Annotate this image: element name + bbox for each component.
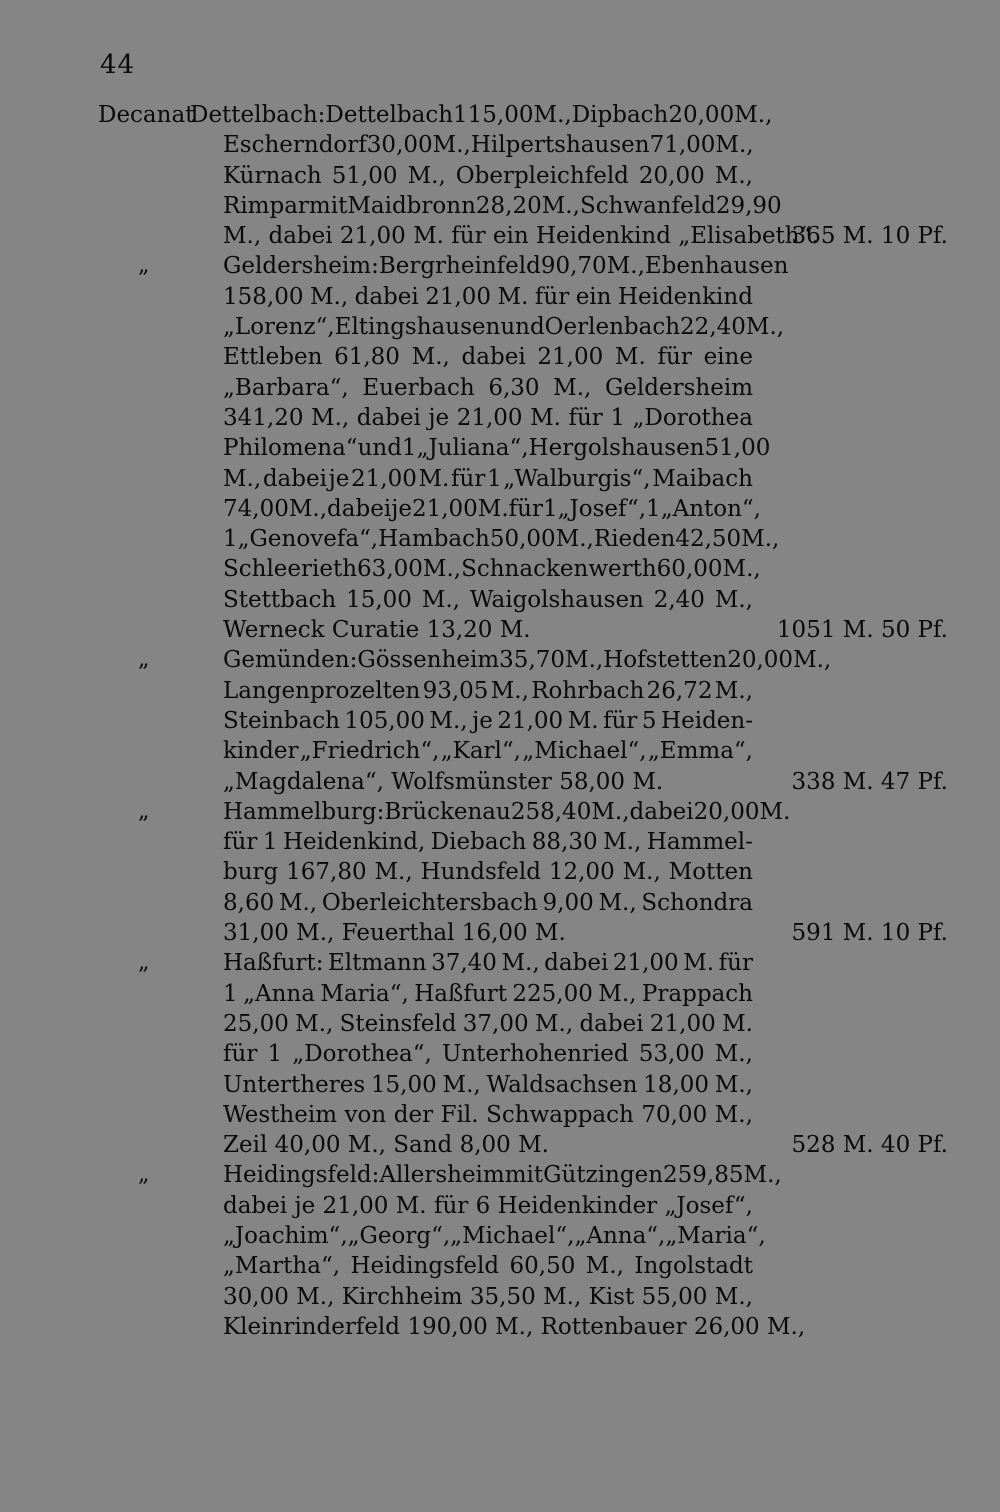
line-text: für 1 Heidenkind, Diebach 88,30 M., Hammel- (223, 829, 753, 856)
line-text: 341,20 M., dabei je 21,00 M. für 1 „Dorothea (223, 404, 753, 431)
entry-line (98, 342, 948, 372)
entry-line (98, 251, 948, 281)
line-text: für 1 „Dorothea“, Unterhohenried 53,00 M., (223, 1041, 753, 1068)
line-text: „Martha“, Heidingsfeld 60,50 M., Ingolstadt (223, 1253, 753, 1280)
entry-line (98, 403, 948, 433)
entry-line (98, 1251, 948, 1281)
entry-line (98, 676, 948, 706)
deanery-entry (98, 251, 948, 645)
line-text: Schleerieth 63,00 M., Schnackenwerth 60,00 M., (223, 556, 761, 583)
deanery-entry (98, 1160, 948, 1342)
entry-line (98, 373, 948, 403)
line-text: Steinbach 105,00 M., je 21,00 M. für 5 Heiden- (223, 707, 753, 734)
line-text: Haßfurt: Eltmann 37,40 M., dabei 21,00 M. für (223, 950, 753, 977)
line-text: Hammelburg: Brückenau 258,40 M., dabei 20,00 M. (223, 798, 791, 825)
deanery-entry (98, 645, 948, 796)
line-text: Philomena“ und 1 „Juliana“, Hergolshausen 51,00 (223, 435, 771, 462)
line-text: Werneck Curatie 13,20 M. (223, 617, 531, 644)
line-text: Ettleben 61,80 M., dabei 21,00 M. für eine (223, 344, 753, 371)
entry-line (98, 888, 948, 918)
line-text: 30,00 M., Kirchheim 35,50 M., Kist 55,00 M., (223, 1283, 753, 1310)
entry-line (98, 918, 948, 948)
entry-line (98, 130, 948, 160)
entry-line (98, 1130, 948, 1160)
entry-line (98, 736, 948, 766)
entry-line (98, 1282, 948, 1312)
line-text: Gemünden: Gössenheim 35,70 M., Hofstetten 20,00 M., (223, 647, 832, 674)
ditto-mark: „ (138, 647, 150, 673)
line-text: Langenprozelten 93,05 M., Rohrbach 26,72 M., (223, 677, 753, 704)
entry-line (98, 706, 948, 736)
line-text: 8,60 M., Oberleichtersbach 9,00 M., Schondra (223, 889, 753, 916)
line-text: kinder „Friedrich“, „Karl“, „Michael“, „Emma“, (223, 738, 753, 765)
line-text: „Magdalena“, Wolfsmünster 58,00 M. (223, 768, 664, 795)
line-text: „Barbara“, Euerbach 6,30 M., Geldersheim (223, 374, 753, 401)
line-text: 1 „Anna Maria“, Haßfurt 225,00 M., Prappach (223, 980, 753, 1007)
line-text: Geldersheim: Bergrheinfeld 90,70 M., Ebenhausen (223, 253, 789, 280)
entry-total: 365 M. 10 Pf. (791, 223, 948, 250)
entry-line (98, 100, 948, 130)
line-text: Kleinrinderfeld 190,00 M., Rottenbauer 26,00 M., (223, 1313, 806, 1340)
entry-total: 1051 M. 50 Pf. (776, 617, 948, 644)
ditto-mark: „ (138, 798, 150, 824)
entry-total: 528 M. 40 Pf. (791, 1132, 948, 1159)
line-text: Rimpar mit Maidbronn 28,20 M., Schwanfeld 29,90 (223, 192, 782, 219)
line-text: dabei je 21,00 M. für 6 Heidenkinder „Josef“, (223, 1192, 753, 1219)
entry-line (98, 1221, 948, 1251)
line-text: M., dabei 21,00 M. für ein Heidenkind „Elisabeth“. (223, 223, 819, 250)
line-text: M., dabei je 21,00 M. für 1 „Walburgis“, Maibach (223, 465, 753, 492)
line-text: 25,00 M., Steinsfeld 37,00 M., dabei 21,00 M. (223, 1010, 753, 1037)
deanery-entry (98, 100, 948, 251)
entry-prefix: Decanat (98, 102, 195, 128)
entry-line (98, 797, 948, 827)
entry-line (98, 464, 948, 494)
line-text: „Joachim“, „Georg“, „Michael“, „Anna“, „Maria“, (223, 1222, 766, 1249)
entry-line (98, 494, 948, 524)
entry-line (98, 191, 948, 221)
entry-line (98, 1070, 948, 1100)
entry-line (98, 645, 948, 675)
line-text: Heidingsfeld: Allersheim mit Gützingen 259,85 M., (223, 1162, 782, 1189)
entry-line (98, 221, 948, 251)
entry-line (98, 1100, 948, 1130)
line-text: 31,00 M., Feuerthal 16,00 M. (223, 920, 566, 947)
line-text: 1 „Genovefa“, Hambach 50,00 M., Rieden 42,50 M., (223, 526, 780, 553)
line-text: Westheim von der Fil. Schwappach 70,00 M., (223, 1101, 753, 1128)
entry-total: 338 M. 47 Pf. (791, 768, 948, 795)
entry-line (98, 857, 948, 887)
line-text: Dettelbach: Dettelbach 115,00 M., Dipbach 20,00 M., (190, 102, 773, 128)
entries-list (98, 100, 948, 1342)
entry-line (98, 161, 948, 191)
entry-line (98, 1009, 948, 1039)
line-text: Escherndorf 30,00 M., Hilpertshausen 71,00 M., (223, 132, 754, 159)
line-text: burg 167,80 M., Hundsfeld 12,00 M., Motten (223, 859, 753, 886)
entry-total: 591 M. 10 Pf. (791, 920, 948, 947)
line-text: Untertheres 15,00 M., Waldsachsen 18,00 M., (223, 1071, 753, 1098)
entry-line (98, 524, 948, 554)
line-text: „Lorenz“, Eltingshausen und Oerlenbach 22,40 M., (223, 314, 785, 341)
entry-line (98, 979, 948, 1009)
line-text: Stettbach 15,00 M., Waigolshausen 2,40 M., (223, 586, 753, 613)
entry-line (98, 1039, 948, 1069)
ditto-mark: „ (138, 1162, 150, 1188)
entry-line (98, 615, 948, 645)
deanery-entry (98, 948, 948, 1160)
line-text: 158,00 M., dabei 21,00 M. für ein Heidenkind (223, 283, 753, 310)
entry-line (98, 585, 948, 615)
ditto-mark: „ (138, 253, 150, 279)
entry-line (98, 1160, 948, 1190)
entry-line (98, 433, 948, 463)
entry-line (98, 282, 948, 312)
deanery-entry (98, 797, 948, 948)
entry-line (98, 1312, 948, 1342)
entry-line (98, 1191, 948, 1221)
entry-line (98, 554, 948, 584)
entry-line (98, 827, 948, 857)
ditto-mark: „ (138, 950, 150, 976)
entry-line (98, 312, 948, 342)
entry-line (98, 948, 948, 978)
line-text: Zeil 40,00 M., Sand 8,00 M. (223, 1132, 549, 1159)
entry-line (98, 767, 948, 797)
line-text: 74,00 M., dabei je 21,00 M. für 1 „Josef“, 1 „Anton“, (223, 495, 761, 522)
line-text: Kürnach 51,00 M., Oberpleichfeld 20,00 M., (223, 162, 753, 189)
page-number: 44 (100, 50, 136, 80)
